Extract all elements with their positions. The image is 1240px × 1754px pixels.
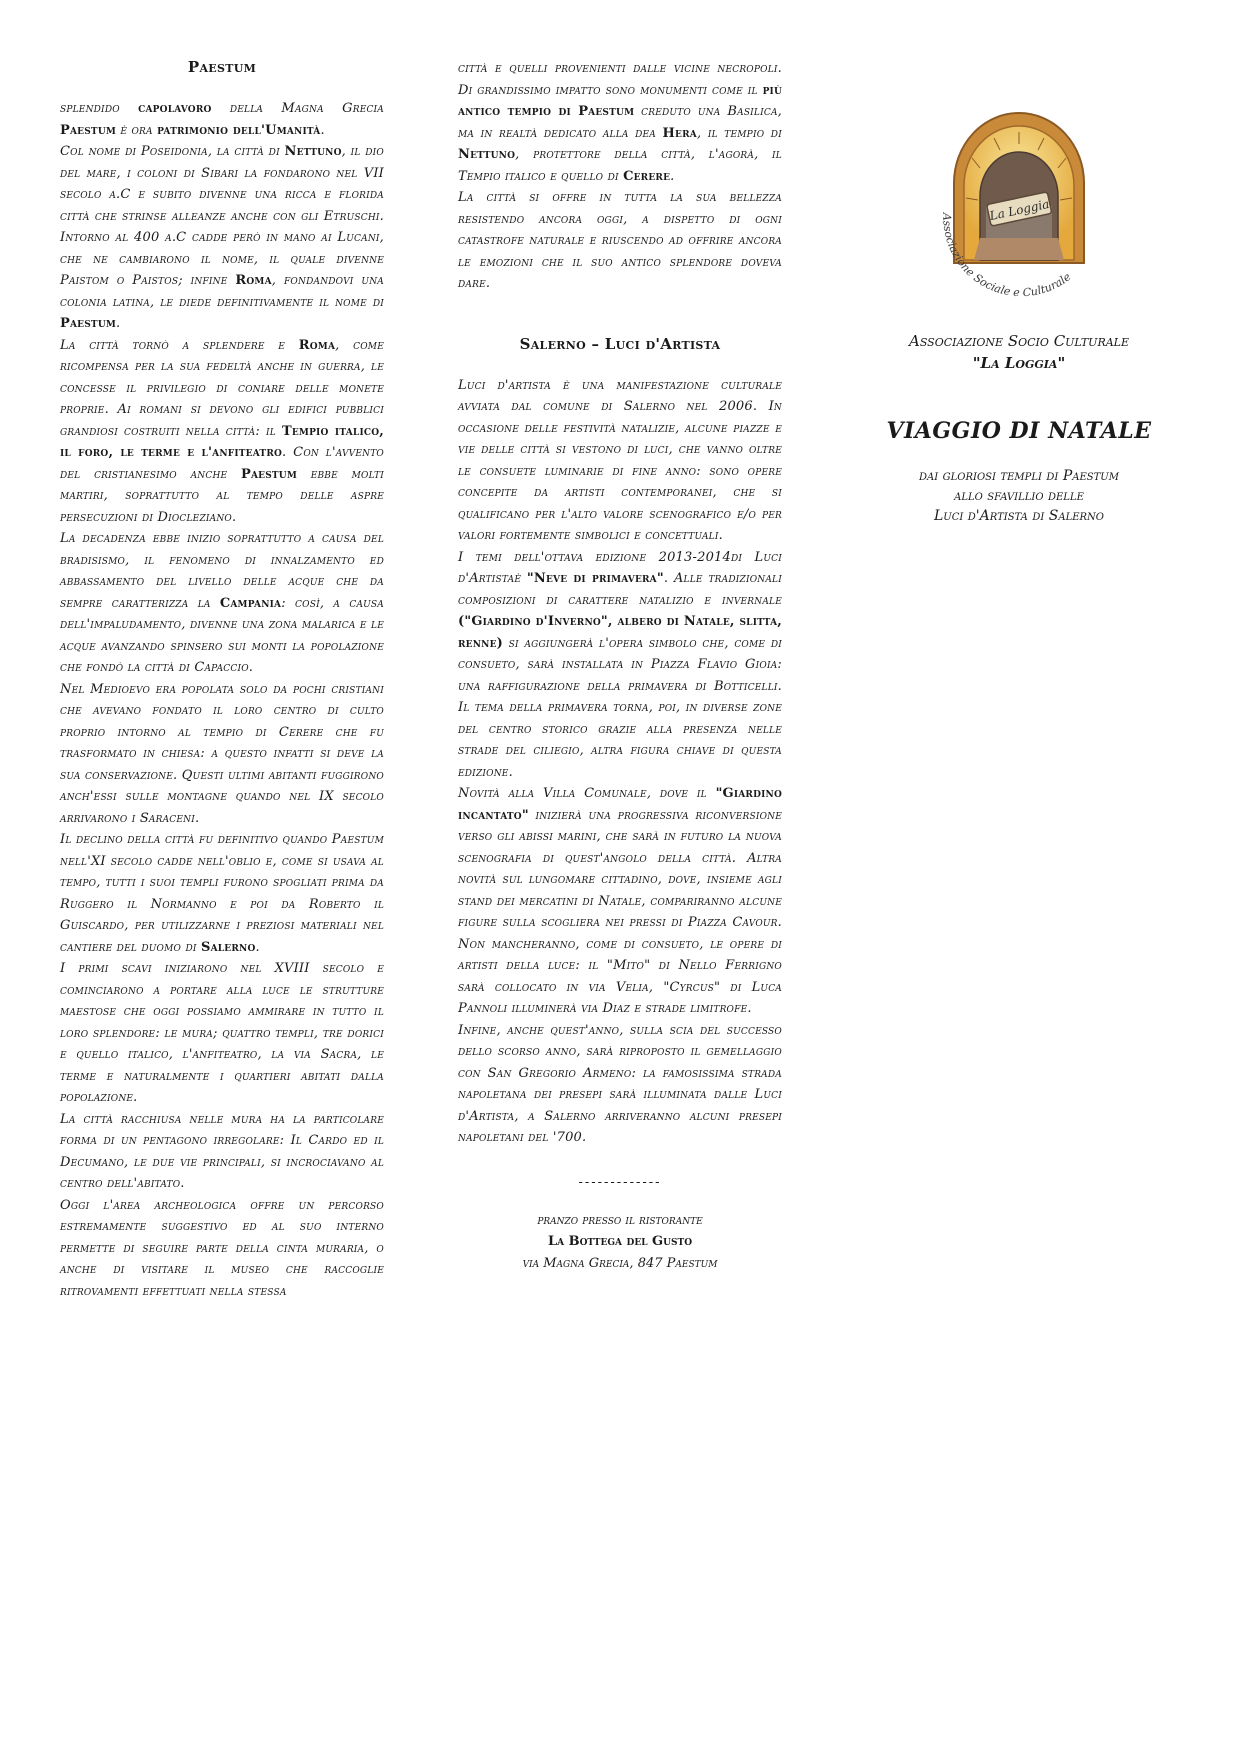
paragraph: splendido capolavoro della Magna Grecia Paestum è ora patrimonio dell'Umanità. (60, 101, 385, 138)
subtitle-line-2: allo sfavillio delle (954, 488, 1084, 504)
restaurant-address: via Magna Grecia, 847 Paestum (522, 1255, 718, 1271)
section-heading-salerno: Salerno – Luci d'Artista (519, 334, 721, 353)
paragraph: La decadenza ebbe inizio soprattutto a causa del bradisismo, il fenomeno di innalzamento ed abbassamento del livello delle acque che da sempre caratterizza la Campania: così, a causa dell'impaludamento, divenne una zona malarica e le acque avanzando spinsero sui monti la popolazione che fondò la città di Capaccio. (60, 531, 384, 675)
lunch-line-1: pranzo presso il ristorante (537, 1212, 703, 1228)
svg-text:Associazione Sociale e Cultura: Associazione Sociale e Culturale (940, 212, 1074, 298)
column-salerno (458, 58, 782, 1274)
paragraph: Infine, anche quest'anno, sulla scia del successo dello scorso anno, sarà riproposto il gemellaggio con San Gregorio Armeno: la famosissima strada napoletana dei presepi sarà illuminata dalle Luci d'Artista, a Salerno arriveranno alcuni presepi napoletani del '700. (458, 1022, 782, 1145)
paragraph: Luci d'artista è una manifestazione culturale avviata dal comune di Salerno nel 2006. In occasione delle festività natalizie, alcune piazze e vie delle città si vestono di luci, che vanno oltre le consuete luminarie di fine anno: sono opere concepite da artisti contemporanei, che si qualificano per l'alto valore scenografico e/o per valori fortemente simbolici e concettuali. (458, 377, 782, 543)
section-heading-paestum: Paestum (187, 58, 257, 76)
paragraph: Il declino della città fu definitivo quando Paestum nell'XI secolo cadde nell'oblio e, come si usava al tempo, tutti i suoi templi furono spogliati prima da Ruggero il Normanno e poi da Roberto il Guiscardo, per utilizzarne i preziosi materiali nel cantiere del duomo di Salerno. (60, 832, 384, 955)
paestum-text-continued (458, 58, 782, 295)
lunch-info (458, 1210, 782, 1275)
divider: ------------- (578, 1174, 662, 1190)
paragraph: La città si offre in tutta la sua bellezza resistendo ancora oggi, a dispetto di ogni catastrofe naturale e riuscendo ad offrire ancora le emozioni che il suo antico splendore doveva dare. (458, 190, 782, 291)
paragraph: I primi scavi iniziarono nel XVIII secolo e cominciarono a portare alla luce le strutture maestose che oggi possiamo ammirare in tutto il loro splendore: le mura; quattro templi, tre dorici e quello italico, l'anfiteatro, la via Sacra, le terme e naturalmente i quartieri abitati dalla popolazione. (60, 961, 384, 1105)
association-line-1: Associazione Socio Culturale (908, 332, 1130, 350)
association-logo (914, 88, 1124, 298)
paestum-text (60, 98, 384, 1302)
page-title: VIAGGIO DI NATALE (886, 418, 1152, 444)
paragraph: Novità alla Villa Comunale, dove il "Giardino incantato" inizierà una progressiva riconversione verso gli abissi marini, che sarà in futuro la nuova scenografia di quest'angolo della città. Altra novità sul lungomare cittadino, dove, insieme agli stand dei mercatini di Natale, compariranno alcune figure sulla scogliera nei pressi di Piazza Cavour. Non mancheranno, come di consueto, le opere di artisti della luce: il "Mito" di Nello Ferrigno sarà collocato in via Velia, "Cyrcus" di Luca Pannoli illuminerà via Diaz e strade limitrofe. (458, 786, 782, 1016)
svg-text:La Loggia: La Loggia (988, 196, 1051, 224)
subtitle-line-3: Luci d'Artista di Salerno (933, 508, 1105, 524)
paragraph: La città racchiusa nelle mura ha la particolare forma di un pentagono irregolare: Il Cardo ed il Decumano, le due vie principali, si incrociavano al centro dell'abitato. (60, 1111, 384, 1191)
association-name (858, 330, 1180, 374)
paragraph: città e quelli provenienti dalle vicine necropoli. Di grandissimo impatto sono monumenti come il più antico tempio di Paestum creduto una Basilica, ma in realtà dedicato alla dea Hera, il tempio di Nettuno, protettore della città, l'agorà, il Tempio italico e quello di Cerere. (458, 61, 782, 184)
paragraph: I temi dell'ottava edizione 2013-2014di Luci d'Artistaè "Neve di primavera". Alle tradizionali composizioni di carattere natalizio e invernale ("Giardino d'Inverno", albero di Natale, slitta, renne) si aggiungerà l'opera simbolo che, come di consueto, sarà installata in Piazza Flavio Gioia: una raffigurazione della primavera di Botticelli. Il tema della primavera torna, poi, in diverse zone del centro storico grazie alla presenza nelle strade del ciliegio, altra figura chiave di questa edizione. (458, 549, 782, 780)
subtitle (858, 466, 1180, 526)
column-cover (858, 58, 1180, 526)
restaurant-name: La Bottega del Gusto (547, 1234, 693, 1249)
column-paestum (60, 58, 384, 1302)
salerno-text (458, 375, 782, 1149)
paragraph: Nel Medioevo era popolata solo da pochi cristiani che avevano fondato il loro centro di culto proprio intorno al tempio di Cerere che fu trasformato in chiesa: a questo infatti si deve la sua conservazione. Questi ultimi abitanti fuggirono anch'essi sulle montagne quando nel IX secolo arrivarono i Saraceni. (60, 681, 384, 826)
association-line-2: "La Loggia" (972, 354, 1066, 372)
paragraph: Oggi l'area archeologica offre un percorso estremamente suggestivo ed al suo interno permette di seguire parte della cinta muraria, o anche di visitare il museo che raccoglie ritrovamenti effettuati nella stessa (60, 1197, 384, 1299)
paragraph: Col nome di Poseidonia, la città di Nettuno, il dio del mare, i coloni di Sibari la fondarono nel VII secolo a.C e subito divenne una ricca e florida città che strinse alleanze anche con gli Etruschi. Intorno al 400 a.C cadde però in mano ai Lucani, che ne cambiarono il nome, il quale divenne Paistom o Paistos; infine Roma, fondandovi una colonia latina, le diede definitivamente il nome di Paestum. (60, 144, 384, 331)
paragraph: La città tornò a splendere e Roma, come ricompensa per la sua fedeltà anche in guerra, le concesse il privilegio di coniare delle monete proprie. Ai romani si devono gli edifici pubblici grandiosi costruiti nella città: il Tempio italico, il foro, le terme e l'anfiteatro. Con l'avvento del cristianesimo anche Paestum ebbe molti martiri, soprattutto al tempo delle aspre persecuzioni di Diocleziano. (60, 337, 384, 525)
subtitle-line-1: dai gloriosi templi di Paestum (919, 468, 1119, 484)
loggia-logo-icon (914, 88, 1124, 298)
